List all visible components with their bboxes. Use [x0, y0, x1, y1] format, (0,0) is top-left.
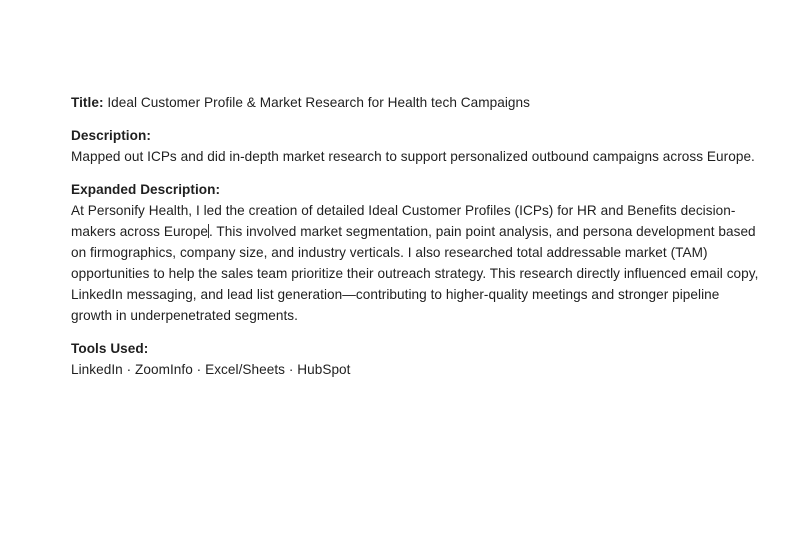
expanded-description-text-part-2: . This involved market segmentation, pain point analysis, and persona development based on firmographics, company size, and industry verticals. I also researched total addressable market (TAM) opportunities to help the sales team prioritize their outreach strategy. This research directly influenced email copy, LinkedIn messaging, and lead list generation—contributing to higher-quality meetings and stronger pipeline growth in underpenetrated segments.	[71, 224, 759, 323]
expanded-description-text-part-1: At Personify Health, I led the creation of detailed Ideal Customer Profiles (ICPs) for HR and Benefits decision-makers across Europe	[71, 203, 736, 239]
expanded-description-text	[71, 200, 761, 326]
description-section	[71, 125, 761, 167]
tools-text: LinkedIn · ZoomInfo · Excel/Sheets · HubSpot	[71, 362, 351, 377]
title-text: Ideal Customer Profile & Market Research for Health tech Campaigns	[107, 95, 530, 110]
document-page[interactable]	[71, 92, 761, 380]
tools-section	[71, 338, 761, 380]
title-label: Title:	[71, 95, 104, 110]
description-text: Mapped out ICPs and did in-depth market research to support personalized outbound campaigns across Europe.	[71, 149, 755, 164]
expanded-description-section	[71, 179, 761, 326]
expanded-description-heading: Expanded Description:	[71, 182, 221, 197]
title-line	[71, 92, 761, 113]
description-heading: Description:	[71, 128, 151, 143]
tools-heading: Tools Used:	[71, 341, 149, 356]
